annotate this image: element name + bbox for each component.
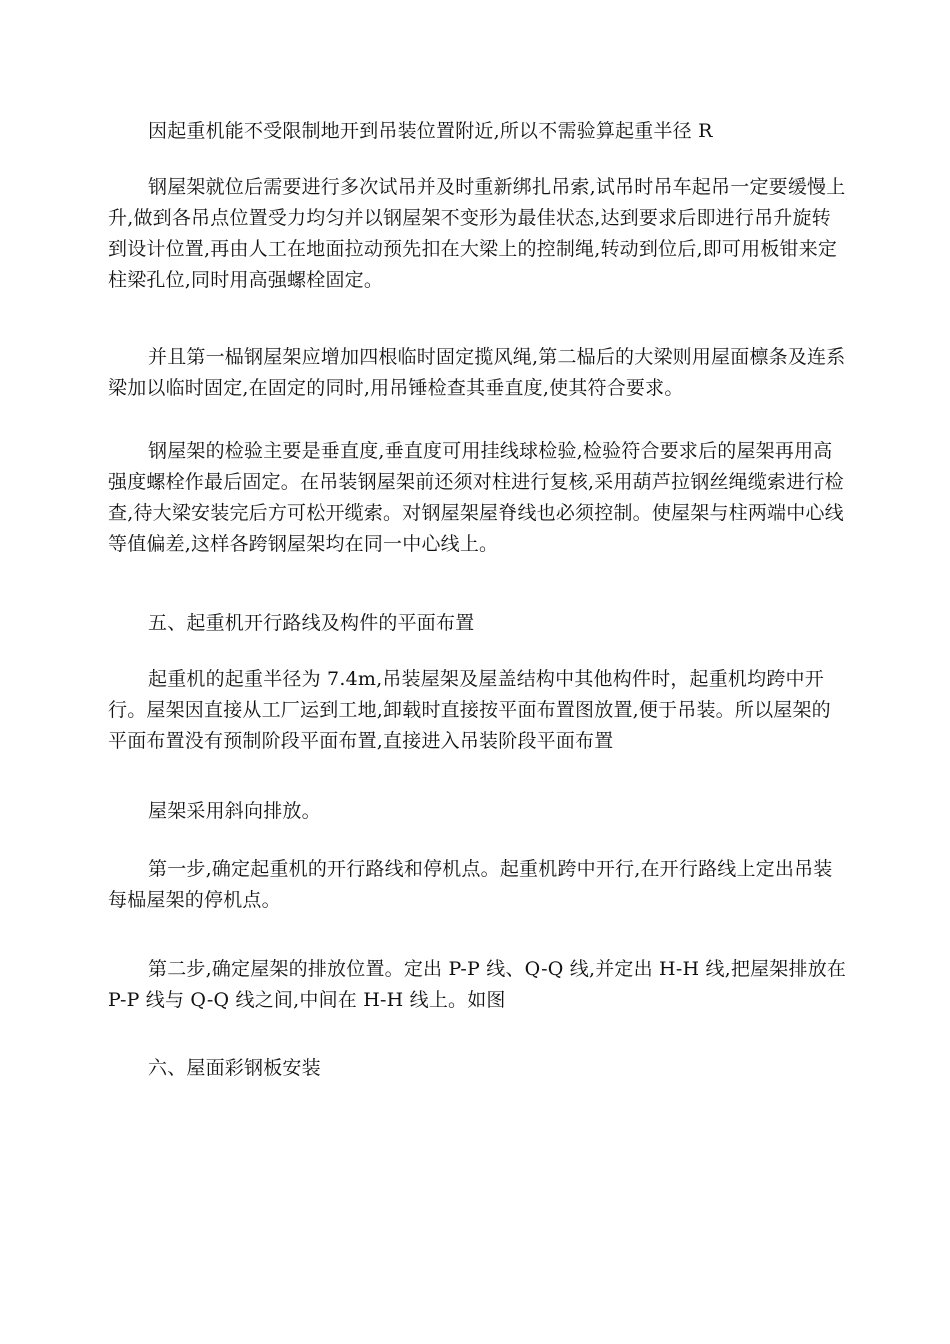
paragraph-diagonal-placement: 屋架采用斜向排放。: [148, 800, 321, 822]
paragraph-truss-positioning: 钢屋架就位后需要进行多次试吊并及时重新绑扎吊索,试吊时吊车起吊一定要缓慢上升,做到各吊点位置受力均匀并以钢屋架不变形为最佳状态,达到要求后即进行吊升旋转到设计位置,再由人工在地面拉动预先扣在大梁上的控制绳,转动到位后,即可用板钳来定柱梁孔位,同时用高强螺栓固定。: [108, 176, 846, 291]
paragraph-truss-inspection: 钢屋架的检验主要是垂直度,垂直度可用挂线球检验,检验符合要求后的屋架再用高强度螺栓作最后固定。在吊装钢屋架前还须对柱进行复核,采用葫芦拉钢丝绳缆索进行检查,待大梁安装完后方可松开缆索。对钢屋架屋脊线也必须控制。使屋架与柱两端中心线等值偏差,这样各跨钢屋架均在同一中心线上。: [108, 440, 844, 555]
paragraph-step-one: 第一步,确定起重机的开行路线和停机点。起重机跨中开行,在开行路线上定出吊装每榀屋架的停机点。: [108, 858, 833, 911]
paragraph-crane-layout: 起重机的起重半径为 7.4m,吊装屋架及屋盖结构中其他构件时，起重机均跨中开行。屋架因直接从工厂运到工地,卸载时直接按平面布置图放置,便于吊装。所以屋架的平面布置没有预制阶段平面布置,直接进入吊装阶段平面布置: [108, 668, 831, 752]
paragraph-step-two: 第二步,确定屋架的排放位置。定出 P-P 线、Q-Q 线,并定出 H-H 线,把屋架排放在 P-P 线与 Q-Q 线之间,中间在 H-H 线上。如图: [108, 958, 847, 1011]
section-heading-five: 五、起重机开行路线及构件的平面布置: [148, 612, 475, 634]
section-heading-six: 六、屋面彩钢板安装: [148, 1057, 321, 1079]
paragraph-temporary-fixing: 并且第一榀钢屋架应增加四根临时固定揽风绳,第二榀后的大梁则用屋面檩条及连系梁加以临时固定,在固定的同时,用吊锤检查其垂直度,使其符合要求。: [108, 346, 846, 399]
paragraph-crane-radius: 因起重机能不受限制地开到吊装位置附近,所以不需验算起重半径 R: [148, 120, 713, 142]
